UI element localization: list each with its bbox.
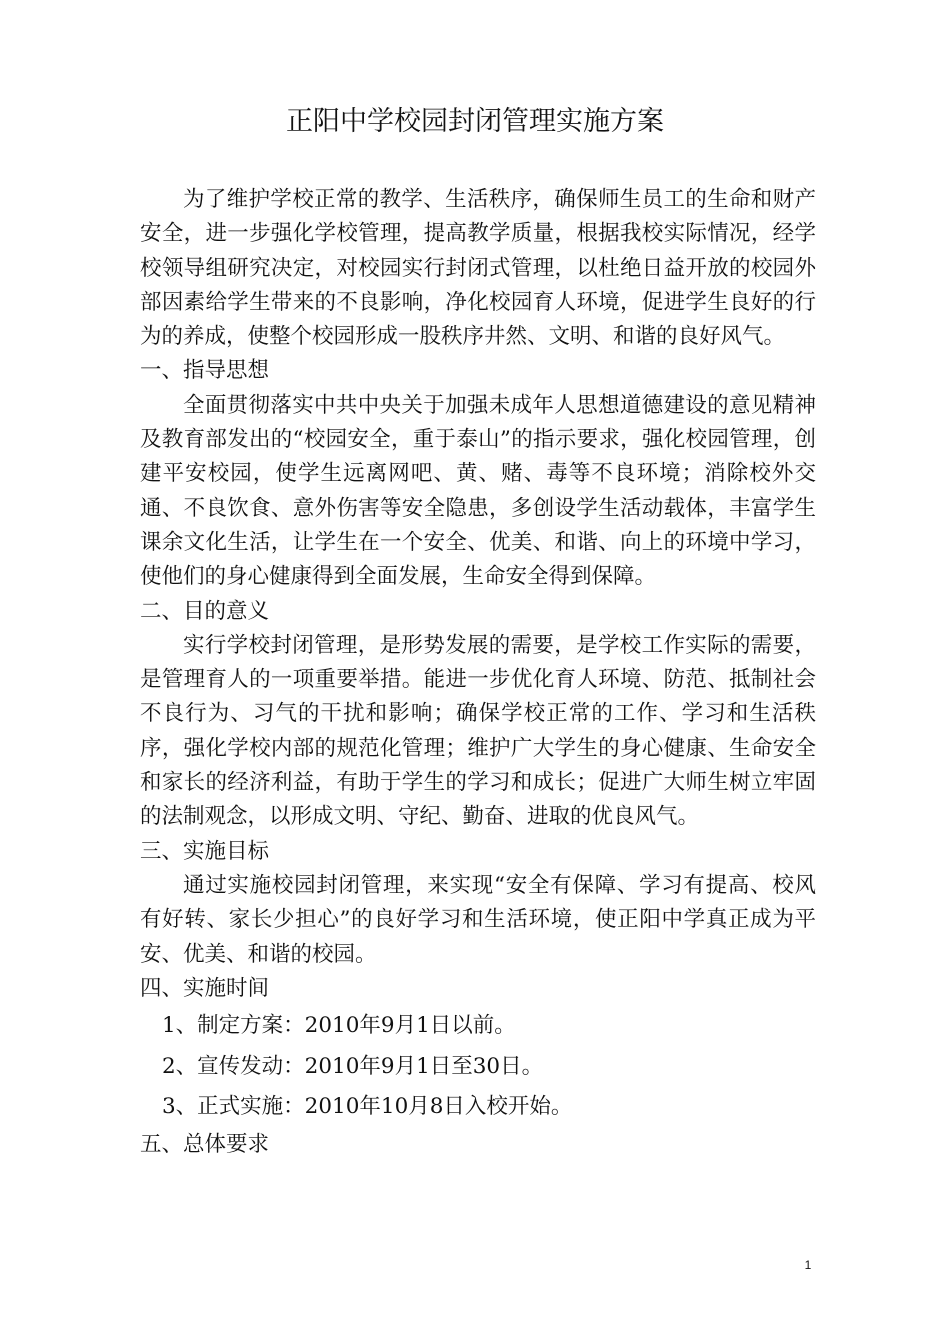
- schedule-item-publicity: 2、宣传发动：2010年9月1日至30日。: [162, 1053, 544, 1079]
- document-body: [140, 183, 816, 1162]
- section-heading-requirements: 五、总体要求: [140, 1131, 270, 1157]
- intro-paragraph: 为了维护学校正常的教学、生活秩序，确保师生员工的生命和财产安全，进一步强化学校管理，提高教学质量，根据我校实际情况，经学校领导组研究决定，对校园实行封闭式管理，以杜绝日益开放的校园外部因素给学生带来的不良影响，净化校园育人环境，促进学生良好的行为的养成，使整个校园形成一股秩序井然、文明、和谐的良好风气。: [140, 187, 816, 350]
- schedule-item-implementation: 3、正式实施：2010年10月8日入校开始。: [162, 1094, 573, 1120]
- section-paragraph-goals: 通过实施校园封闭管理，来实现“安全有保障、学习有提高、校风有好转、家长少担心”的良好学习和生活环境，使正阳中学真正成为平安、优美、和谐的校园。: [140, 872, 816, 967]
- document-title: 正阳中学校园封闭管理实施方案: [286, 106, 664, 137]
- section-paragraph-purpose: 实行学校封闭管理，是形势发展的需要，是学校工作实际的需要，是管理育人的一项重要举措。能进一步优化育人环境、防范、抵制社会不良行为、习气的干扰和影响；确保学校正常的工作、学习和生活秩序，强化学校内部的规范化管理；维护广大学生的身心健康、生命安全和家长的经济利益，有助于学生的学习和成长；促进广大师生树立牢固的法制观念，以形成文明、守纪、勤奋、进取的优良风气。: [140, 632, 816, 830]
- section-heading-goals: 三、实施目标: [140, 838, 270, 864]
- schedule-item-plan: 1、制定方案：2010年9月1日以前。: [162, 1013, 516, 1039]
- page-number: 1: [804, 1258, 812, 1272]
- section-heading-guiding-ideology: 一、指导思想: [140, 358, 270, 384]
- section-heading-schedule: 四、实施时间: [140, 975, 270, 1001]
- section-heading-purpose: 二、目的意义: [140, 598, 270, 624]
- section-paragraph-guiding-ideology: 全面贯彻落实中共中央关于加强未成年人思想道德建设的意见精神及教育部发出的“校园安全，重于泰山”的指示要求，强化校园管理，创建平安校园，使学生远离网吧、黄、赌、毒等不良环境；消除校外交通、不良饮食、意外伤害等安全隐患，多创设学生活动载体，丰富学生课余文化生活，让学生在一个安全、优美、和谐、向上的环境中学习，使他们的身心健康得到全面发展，生命安全得到保障。: [140, 392, 816, 590]
